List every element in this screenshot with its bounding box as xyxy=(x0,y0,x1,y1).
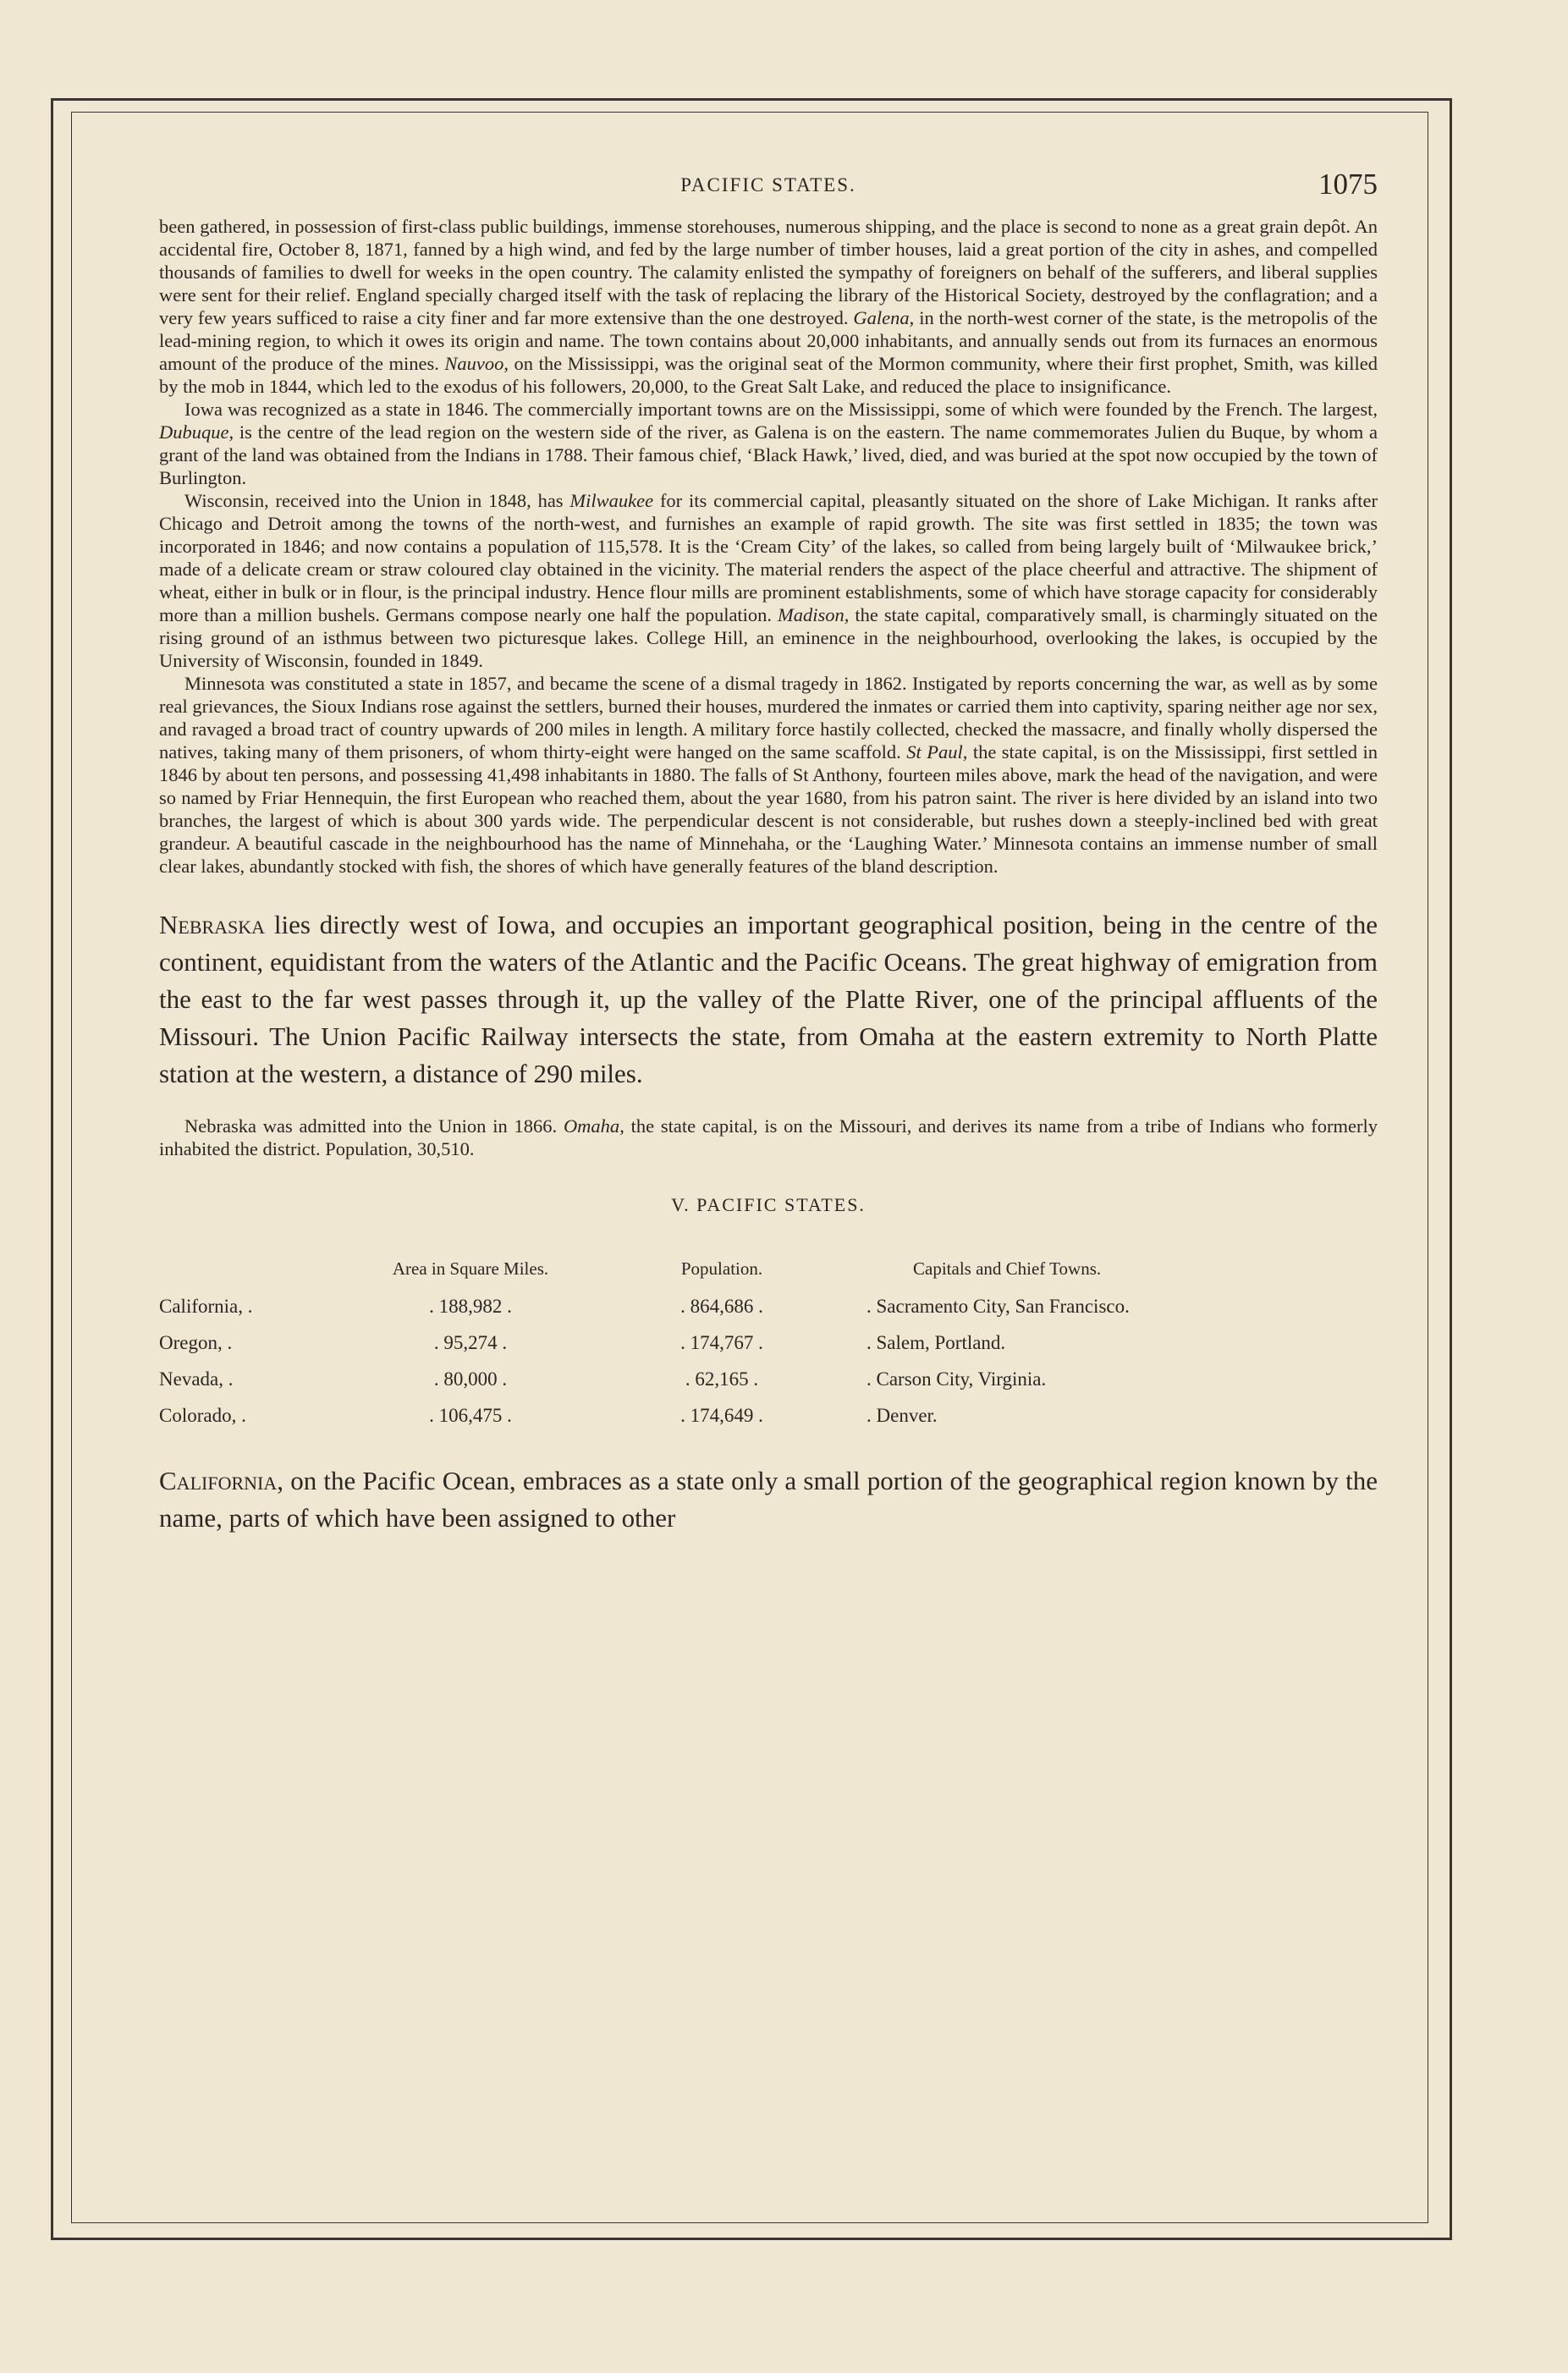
capitals-cell: . Carson City, Virginia. xyxy=(867,1368,1047,1390)
capitals-cell: . Salem, Portland. xyxy=(867,1332,1006,1353)
running-head: PACIFIC STATES. xyxy=(680,174,856,195)
population-cell: . 174,649 . xyxy=(680,1405,763,1426)
page-header xyxy=(159,168,1378,210)
capitals-cell: . Denver. xyxy=(867,1405,938,1426)
place-name: Dubuque xyxy=(159,421,229,443)
population-cell: . 864,686 . xyxy=(680,1296,763,1317)
page-number: 1075 xyxy=(1318,168,1378,201)
section-heading: V. PACIFIC STATES. xyxy=(671,1194,866,1215)
place-name: Milwaukee xyxy=(569,490,654,511)
paragraph-nebraska-detail: Nebraska was admitted into the Union in 1866. Omaha, the state capital, is on the Missouri, and derives its name from a tribe of Indians who formerly inhabited the district. Population, 30,510. xyxy=(159,1115,1378,1159)
paragraph-chicago-galena: been gathered, in possession of first-class public buildings, immense storehouses, numerous shipping, and the place is second to none as a great grain depôt. An accidental fire, October 8, 1871, fanned by a high wind, and fed by the large number of timber houses, laid a great portion of the city in ashes, and compelled thousands of families to dwell for weeks in the open country. The calamity enlisted the sympathy of foreigners on behalf of the sufferers, and liberal supplies were sent for their relief. England specially charged itself with the task of replacing the library of the Historical Society, destroyed by the conflagration; and a very few years sufficed to raise a city finer and far more extensive than the one destroyed. Galena, in the north-west corner of the state, is the metropolis of the lead-mining region, to which it owes its origin and name. The town contains about 20,000 inhabitants, and annually sends out from its furnaces an enormous amount of the produce of the mines. Nauvoo, on the Mississippi, was the original seat of the Mormon community, where their first prophet, Smith, was killed by the mob in 1844, which led to the exodus of his followers, 20,000, to the Great Salt Lake, and reduced the place to insignificance. xyxy=(159,216,1378,397)
population-cell: . 174,767 . xyxy=(680,1332,763,1353)
place-name: Madison xyxy=(778,604,845,625)
capitals-cell: . Sacramento City, San Francisco. xyxy=(867,1296,1130,1317)
page-body xyxy=(159,215,1378,1537)
paragraph-iowa: Iowa was recognized as a state in 1846. The commercially important towns are on the Mississippi, some of which were founded by the French. The largest, Dubuque, is the centre of the lead region on the western side of the river, as Galena is on the eastern. The name commemorates Julien du Buque, by whom a grant of the land was obtained from the Indians in 1788. Their famous chief, ‘Black Hawk,’ lived, died, and was buried at the spot now occupied by the town of Burlington. xyxy=(159,399,1378,488)
state-cell: Oregon, . xyxy=(159,1332,233,1353)
header-capitals: Capitals and Chief Towns. xyxy=(913,1258,1102,1279)
header-population: Population. xyxy=(680,1258,763,1279)
state-cell: Nevada, . xyxy=(159,1368,234,1390)
table-row xyxy=(159,1324,1378,1361)
area-cell: . 188,982 . xyxy=(429,1296,512,1317)
population-cell: . 62,165 . xyxy=(685,1368,759,1390)
place-name: St Paul xyxy=(906,741,963,763)
state-cell: California, . xyxy=(159,1296,253,1317)
table-row xyxy=(159,1397,1378,1434)
area-cell: . 106,475 . xyxy=(429,1405,512,1426)
paragraph-nebraska-lead: Nebraska lies directly west of Iowa, and occupies an important geographical position, being in the centre of the continent, equidistant from the waters of the Atlantic and the Pacific Oceans. The great highway of emigration from the east to the far west passes through it, up the valley of the Platte River, one of the principal affluents of the Missouri. The Union Pacific Railway intersects the state, from Omaha at the eastern extremity to North Platte station at the western, a distance of 290 miles. xyxy=(159,910,1378,1088)
place-name: Nauvoo xyxy=(444,353,504,374)
paragraph-california-lead: California, on the Pacific Ocean, embraces as a state only a small portion of the geographical region known by the name, parts of which have been assigned to other xyxy=(159,1466,1378,1533)
header-area: Area in Square Miles. xyxy=(392,1258,549,1279)
table-row xyxy=(159,1288,1378,1324)
place-name: Galena xyxy=(853,307,910,328)
paragraph-minnesota: Minnesota was constituted a state in 1857, and became the scene of a dismal tragedy in 1862. Instigated by reports concerning the war, as well as by some real grievances, the Sioux Indians rose against the settlers, burned their houses, murdered the inmates or carried them into captivity, sparing neither age nor sex, and ravaged a broad tract of country upwards of 200 miles in length. A military force hastily collected, checked the massacre, and finally wholly dispersed the natives, taking many of them prisoners, of whom thirty-eight were hanged on the same scaffold. St Paul, the state capital, is on the Mississippi, first settled in 1846 by about ten persons, and possessing 41,498 inhabitants in 1880. The falls of St Anthony, fourteen miles above, mark the head of the navigation, and were so named by Friar Hennequin, the first European who reached them, about the year 1680, from his patron saint. The river is here divided by an island into two branches, the largest of which is about 300 yards wide. The perpendicular descent is not considerable, but rushes down a steeply-inclined bed with great grandeur. A beautiful cascade in the neighbourhood has the name of Minnehaha, or the ‘Laughing Water.’ Minnesota contains an immense number of small clear lakes, abundantly stocked with fish, the shores of which have generally features of the bland description. xyxy=(159,673,1378,877)
paragraph-wisconsin: Wisconsin, received into the Union in 1848, has Milwaukee for its commercial capital, pleasantly situated on the shore of Lake Michigan. It ranks after Chicago and Detroit among the towns of the north-west, and furnishes an example of rapid growth. The site was first settled in 1835; the town was incorporated in 1846; and now contains a population of 115,578. It is the ‘Cream City’ of the lakes, so called from being largely built of ‘Milwaukee brick,’ made of a delicate cream or straw coloured clay obtained in the vicinity. The material renders the aspect of the place cheerful and attractive. The shipment of wheat, either in bulk or in flour, is the principal industry. Hence flour mills are prominent establishments, some of which have storage capacity for considerably more than a million bushels. Germans compose nearly one half the population. Madison, the state capital, comparatively small, is charmingly situated on the rising ground of an isthmus between two picturesque lakes. College Hill, an eminence in the neighbourhood, overlooking the lakes, is occupied by the University of Wisconsin, founded in 1849. xyxy=(159,490,1378,671)
area-cell: . 95,274 . xyxy=(433,1332,508,1353)
state-cell: Colorado, . xyxy=(159,1405,246,1426)
pacific-states-table xyxy=(159,1250,1378,1434)
place-name: Omaha xyxy=(563,1115,620,1137)
area-cell: . 80,000 . xyxy=(433,1368,508,1390)
state-name-caps: Nebraska xyxy=(159,910,266,939)
table-header-row xyxy=(159,1250,1378,1288)
table-row xyxy=(159,1361,1378,1397)
state-name-caps: California xyxy=(159,1466,278,1495)
